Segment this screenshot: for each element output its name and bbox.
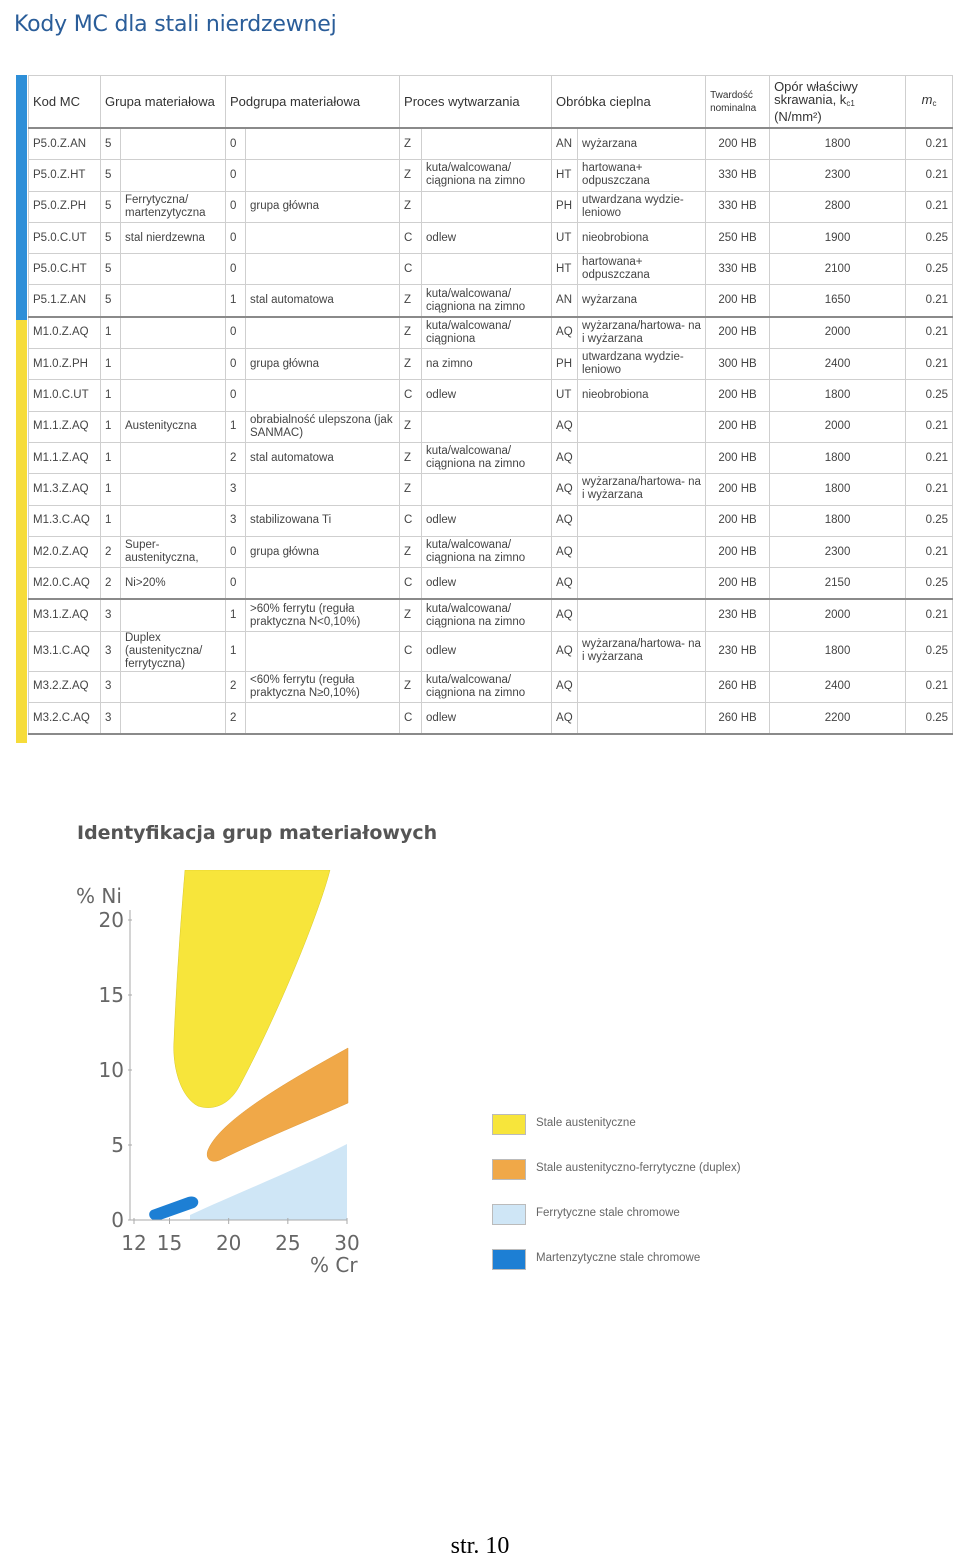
cell-heat: wyżarzana bbox=[578, 128, 706, 160]
cell-group-number: 1 bbox=[101, 442, 121, 473]
cell-mc: 0.21 bbox=[906, 160, 953, 191]
table-row bbox=[29, 536, 953, 567]
cell-heat bbox=[578, 505, 706, 536]
legend-label: Martenzytyczne stale chromowe bbox=[536, 1252, 701, 1264]
cell-subgroup bbox=[246, 703, 400, 735]
chart-svg bbox=[70, 870, 400, 1290]
cell-heat-code: AQ bbox=[552, 505, 578, 536]
cell-heat-code: AQ bbox=[552, 631, 578, 671]
cell-heat bbox=[578, 442, 706, 473]
cell-code: P5.0.C.HT bbox=[29, 254, 101, 285]
cell-subgroup-number: 2 bbox=[226, 671, 246, 702]
cell-subgroup-number: 0 bbox=[226, 254, 246, 285]
cell-mc: 0.21 bbox=[906, 191, 953, 222]
cell-mc: 0.25 bbox=[906, 254, 953, 285]
table-row bbox=[29, 254, 953, 285]
cell-code: P5.1.Z.AN bbox=[29, 285, 101, 317]
cell-code: P5.0.C.UT bbox=[29, 222, 101, 253]
header-kc-line2: skrawania, k bbox=[774, 92, 847, 107]
cell-process: kuta/walcowana/ ciągniona na zimno bbox=[422, 160, 552, 191]
cell-heat: utwardzana wydzie- leniowo bbox=[578, 191, 706, 222]
legend-item bbox=[492, 1202, 822, 1247]
header-mc-symbol: m bbox=[921, 92, 933, 107]
cell-kc: 1800 bbox=[770, 128, 906, 160]
cell-mc: 0.21 bbox=[906, 442, 953, 473]
cell-code: M1.1.Z.AQ bbox=[29, 411, 101, 442]
chart-legend bbox=[492, 1112, 822, 1292]
cell-process-code: Z bbox=[400, 317, 422, 349]
table-row bbox=[29, 505, 953, 536]
cell-group-number: 1 bbox=[101, 505, 121, 536]
cell-kc: 1650 bbox=[770, 285, 906, 317]
cell-code: P5.0.Z.AN bbox=[29, 128, 101, 160]
cell-subgroup-number: 0 bbox=[226, 222, 246, 253]
cell-process-code: Z bbox=[400, 442, 422, 473]
cell-hardness: 200 HB bbox=[706, 128, 770, 160]
cell-subgroup-number: 0 bbox=[226, 568, 246, 600]
cell-mc: 0.21 bbox=[906, 536, 953, 567]
cell-hardness: 200 HB bbox=[706, 568, 770, 600]
blue-group-bar bbox=[16, 75, 27, 320]
cell-heat bbox=[578, 411, 706, 442]
table-row bbox=[29, 222, 953, 253]
cell-kc: 1800 bbox=[770, 474, 906, 505]
cell-heat-code: AQ bbox=[552, 599, 578, 631]
legend-label: Ferrytyczne stale chromowe bbox=[536, 1207, 680, 1219]
cell-subgroup: grupa główna bbox=[246, 349, 400, 380]
table-row bbox=[29, 128, 953, 160]
cell-heat-code: AN bbox=[552, 128, 578, 160]
cell-subgroup bbox=[246, 160, 400, 191]
cell-kc: 1800 bbox=[770, 505, 906, 536]
legend-swatch bbox=[492, 1159, 526, 1180]
cell-process: odlew bbox=[422, 631, 552, 671]
cell-group bbox=[121, 380, 226, 411]
cell-subgroup bbox=[246, 474, 400, 505]
x-axis-label: % Cr bbox=[310, 1253, 358, 1277]
x-tick-labels bbox=[121, 1218, 359, 1255]
header-subgroup: Podgrupa materiałowa bbox=[226, 76, 400, 129]
cell-kc: 2400 bbox=[770, 349, 906, 380]
cell-heat bbox=[578, 568, 706, 600]
cell-hardness: 200 HB bbox=[706, 442, 770, 473]
cell-subgroup-number: 0 bbox=[226, 536, 246, 567]
cell-process-code: Z bbox=[400, 671, 422, 702]
cell-process bbox=[422, 411, 552, 442]
cell-hardness: 200 HB bbox=[706, 536, 770, 567]
cell-subgroup-number: 0 bbox=[226, 128, 246, 160]
cell-heat-code: HT bbox=[552, 254, 578, 285]
header-process: Proces wytwarzania bbox=[400, 76, 552, 129]
cell-group-number: 1 bbox=[101, 349, 121, 380]
cell-mc: 0.25 bbox=[906, 568, 953, 600]
cell-kc: 1800 bbox=[770, 442, 906, 473]
cell-subgroup-number: 3 bbox=[226, 505, 246, 536]
header-kc-sub: c1 bbox=[846, 99, 855, 108]
cell-group bbox=[121, 442, 226, 473]
cell-process: kuta/walcowana/ ciągniona na zimno bbox=[422, 671, 552, 702]
cell-mc: 0.25 bbox=[906, 505, 953, 536]
cell-group-number: 3 bbox=[101, 599, 121, 631]
header-kc bbox=[770, 76, 906, 129]
cell-code: M1.3.C.AQ bbox=[29, 505, 101, 536]
cell-group bbox=[121, 349, 226, 380]
cell-group bbox=[121, 254, 226, 285]
cell-hardness: 200 HB bbox=[706, 285, 770, 317]
cell-code: M2.0.C.AQ bbox=[29, 568, 101, 600]
cell-group-number: 5 bbox=[101, 254, 121, 285]
cell-process-code: Z bbox=[400, 160, 422, 191]
cell-hardness: 300 HB bbox=[706, 349, 770, 380]
header-group: Grupa materiałowa bbox=[101, 76, 226, 129]
cell-code: M3.2.Z.AQ bbox=[29, 671, 101, 702]
cell-hardness: 200 HB bbox=[706, 474, 770, 505]
cell-mc: 0.25 bbox=[906, 631, 953, 671]
cell-heat-code: UT bbox=[552, 222, 578, 253]
cell-group-number: 3 bbox=[101, 671, 121, 702]
cell-code: M1.0.C.UT bbox=[29, 380, 101, 411]
cell-process-code: C bbox=[400, 703, 422, 735]
cell-code: M3.1.C.AQ bbox=[29, 631, 101, 671]
legend-item bbox=[492, 1157, 822, 1202]
cell-subgroup: stal automatowa bbox=[246, 442, 400, 473]
cell-group: Super- austenityczna, bbox=[121, 536, 226, 567]
cell-kc: 2000 bbox=[770, 599, 906, 631]
cell-hardness: 330 HB bbox=[706, 254, 770, 285]
cell-code: M3.2.C.AQ bbox=[29, 703, 101, 735]
cell-heat: hartowana+ odpuszczana bbox=[578, 160, 706, 191]
cell-subgroup-number: 1 bbox=[226, 411, 246, 442]
cell-hardness: 200 HB bbox=[706, 380, 770, 411]
table-body bbox=[29, 128, 953, 734]
x-tick-label: 25 bbox=[275, 1231, 301, 1255]
cell-mc: 0.21 bbox=[906, 599, 953, 631]
cell-heat: wyżarzana/hartowa- na i wyżarzana bbox=[578, 474, 706, 505]
cell-heat-code: AQ bbox=[552, 317, 578, 349]
cell-mc: 0.25 bbox=[906, 222, 953, 253]
cell-mc: 0.21 bbox=[906, 474, 953, 505]
legend-label: Stale austenityczno-ferrytyczne (duplex) bbox=[536, 1162, 741, 1174]
cell-heat-code: AN bbox=[552, 285, 578, 317]
cell-group: stal nierdzewna bbox=[121, 222, 226, 253]
cell-heat-code: AQ bbox=[552, 442, 578, 473]
cell-subgroup: obrabialność ulepszona (jak SANMAC) bbox=[246, 411, 400, 442]
cell-group-number: 5 bbox=[101, 191, 121, 222]
cell-process-code: Z bbox=[400, 349, 422, 380]
cell-hardness: 260 HB bbox=[706, 671, 770, 702]
table-row bbox=[29, 599, 953, 631]
cell-group-number: 3 bbox=[101, 703, 121, 735]
cell-process-code: Z bbox=[400, 411, 422, 442]
header-mc-sub: c bbox=[932, 99, 937, 108]
cell-process: odlew bbox=[422, 505, 552, 536]
cell-heat: nieobrobiona bbox=[578, 380, 706, 411]
table-row bbox=[29, 411, 953, 442]
table-row bbox=[29, 703, 953, 735]
cell-group: Ferrytyczna/ martenzytyczna bbox=[121, 191, 226, 222]
cell-subgroup: grupa główna bbox=[246, 191, 400, 222]
cell-group bbox=[121, 128, 226, 160]
cell-process-code: C bbox=[400, 254, 422, 285]
header-hardness: Twardość nominalna bbox=[706, 76, 770, 129]
cell-process: kuta/walcowana/ ciągniona na zimno bbox=[422, 536, 552, 567]
cell-subgroup-number: 0 bbox=[226, 191, 246, 222]
cell-process bbox=[422, 128, 552, 160]
cell-kc: 2000 bbox=[770, 317, 906, 349]
cell-heat-code: AQ bbox=[552, 411, 578, 442]
cell-process-code: C bbox=[400, 631, 422, 671]
cell-mc: 0.21 bbox=[906, 411, 953, 442]
yellow-group-bar bbox=[16, 320, 27, 743]
cell-hardness: 200 HB bbox=[706, 411, 770, 442]
cell-heat bbox=[578, 599, 706, 631]
cell-process: odlew bbox=[422, 568, 552, 600]
table-row bbox=[29, 317, 953, 349]
cell-subgroup-number: 3 bbox=[226, 474, 246, 505]
cell-kc: 2000 bbox=[770, 411, 906, 442]
cell-subgroup: stabilizowana Ti bbox=[246, 505, 400, 536]
cell-group bbox=[121, 317, 226, 349]
cell-heat: wyżarzana/hartowa- na i wyżarzana bbox=[578, 317, 706, 349]
cell-kc: 2150 bbox=[770, 568, 906, 600]
page-title: Kody MC dla stali nierdzewnej bbox=[14, 12, 337, 37]
cell-heat: utwardzana wydzie- leniowo bbox=[578, 349, 706, 380]
cell-kc: 1800 bbox=[770, 631, 906, 671]
cell-hardness: 230 HB bbox=[706, 631, 770, 671]
table-row bbox=[29, 285, 953, 317]
cell-process: kuta/walcowana/ ciągniona na zimno bbox=[422, 285, 552, 317]
cell-subgroup: stal automatowa bbox=[246, 285, 400, 317]
cell-group: Duplex (austenityczna/ ferrytyczna) bbox=[121, 631, 226, 671]
cell-process: na zimno bbox=[422, 349, 552, 380]
cell-group-number: 1 bbox=[101, 474, 121, 505]
y-tick-label: 10 bbox=[98, 1058, 124, 1082]
cell-subgroup-number: 1 bbox=[226, 631, 246, 671]
cell-group bbox=[121, 599, 226, 631]
cell-code: M1.0.Z.PH bbox=[29, 349, 101, 380]
cell-heat-code: PH bbox=[552, 349, 578, 380]
header-code: Kod MC bbox=[29, 76, 101, 129]
table-row bbox=[29, 191, 953, 222]
section-title: Identyfikacja grup materiałowych bbox=[77, 822, 438, 844]
cell-group bbox=[121, 703, 226, 735]
cell-subgroup: >60% ferrytu (reguła praktyczna N<0,10%) bbox=[246, 599, 400, 631]
cell-heat-code: AQ bbox=[552, 703, 578, 735]
cell-hardness: 230 HB bbox=[706, 599, 770, 631]
cell-mc: 0.21 bbox=[906, 671, 953, 702]
table-row bbox=[29, 160, 953, 191]
cell-process-code: Z bbox=[400, 191, 422, 222]
header-heat: Obróbka cieplna bbox=[552, 76, 706, 129]
cell-heat: nieobrobiona bbox=[578, 222, 706, 253]
cell-process: odlew bbox=[422, 222, 552, 253]
y-tick-label: 0 bbox=[111, 1208, 124, 1232]
cell-heat-code: AQ bbox=[552, 536, 578, 567]
y-tick-label: 20 bbox=[98, 908, 124, 932]
cell-hardness: 260 HB bbox=[706, 703, 770, 735]
y-tick-label: 5 bbox=[111, 1133, 124, 1157]
legend-item bbox=[492, 1247, 822, 1292]
y-tick-label: 15 bbox=[98, 983, 124, 1007]
cell-subgroup-number: 0 bbox=[226, 349, 246, 380]
cell-subgroup bbox=[246, 568, 400, 600]
cell-subgroup-number: 1 bbox=[226, 285, 246, 317]
cell-process: odlew bbox=[422, 380, 552, 411]
cell-kc: 1900 bbox=[770, 222, 906, 253]
x-tick-label: 12 bbox=[121, 1231, 147, 1255]
cell-hardness: 200 HB bbox=[706, 505, 770, 536]
cell-group bbox=[121, 160, 226, 191]
table-row bbox=[29, 442, 953, 473]
cell-group bbox=[121, 285, 226, 317]
cell-kc: 2200 bbox=[770, 703, 906, 735]
cell-group bbox=[121, 505, 226, 536]
cell-mc: 0.25 bbox=[906, 703, 953, 735]
cell-process-code: C bbox=[400, 380, 422, 411]
cell-group bbox=[121, 671, 226, 702]
cell-group bbox=[121, 474, 226, 505]
cell-heat-code: AQ bbox=[552, 568, 578, 600]
cell-mc: 0.21 bbox=[906, 128, 953, 160]
cell-group-number: 1 bbox=[101, 380, 121, 411]
cell-group-number: 1 bbox=[101, 317, 121, 349]
cell-heat-code: PH bbox=[552, 191, 578, 222]
table-row bbox=[29, 631, 953, 671]
y-axis-label: % Ni bbox=[76, 884, 122, 908]
table-row bbox=[29, 474, 953, 505]
cell-mc: 0.21 bbox=[906, 349, 953, 380]
cell-subgroup bbox=[246, 631, 400, 671]
cell-heat-code: UT bbox=[552, 380, 578, 411]
cell-kc: 2800 bbox=[770, 191, 906, 222]
cell-process-code: Z bbox=[400, 536, 422, 567]
cell-process-code: Z bbox=[400, 128, 422, 160]
cell-heat bbox=[578, 671, 706, 702]
cell-group: Ni>20% bbox=[121, 568, 226, 600]
cell-kc: 2300 bbox=[770, 160, 906, 191]
cell-subgroup-number: 2 bbox=[226, 703, 246, 735]
cell-process-code: C bbox=[400, 505, 422, 536]
cell-code: M2.0.Z.AQ bbox=[29, 536, 101, 567]
cell-process bbox=[422, 254, 552, 285]
cell-subgroup-number: 0 bbox=[226, 380, 246, 411]
table-row bbox=[29, 349, 953, 380]
legend-swatch bbox=[492, 1204, 526, 1225]
cell-process: kuta/walcowana/ ciągniona na zimno bbox=[422, 599, 552, 631]
cell-hardness: 330 HB bbox=[706, 191, 770, 222]
cell-subgroup-number: 1 bbox=[226, 599, 246, 631]
cell-subgroup bbox=[246, 222, 400, 253]
table-header-row bbox=[29, 76, 953, 129]
cell-subgroup-number: 0 bbox=[226, 317, 246, 349]
cell-heat-code: AQ bbox=[552, 671, 578, 702]
page-number: str. 10 bbox=[450, 1533, 510, 1559]
cell-heat-code: HT bbox=[552, 160, 578, 191]
cell-subgroup: grupa główna bbox=[246, 536, 400, 567]
cell-subgroup bbox=[246, 254, 400, 285]
cell-process-code: C bbox=[400, 568, 422, 600]
cell-kc: 1800 bbox=[770, 380, 906, 411]
cell-group-number: 5 bbox=[101, 128, 121, 160]
legend-item bbox=[492, 1112, 822, 1157]
cell-process-code: Z bbox=[400, 599, 422, 631]
cell-code: M1.3.Z.AQ bbox=[29, 474, 101, 505]
cell-hardness: 250 HB bbox=[706, 222, 770, 253]
cell-group-number: 5 bbox=[101, 222, 121, 253]
cell-heat: wyżarzana bbox=[578, 285, 706, 317]
y-tick-labels bbox=[99, 908, 132, 1232]
cell-process bbox=[422, 191, 552, 222]
cell-heat: wyżarzana/hartowa- na i wyżarzana bbox=[578, 631, 706, 671]
cell-subgroup bbox=[246, 380, 400, 411]
cell-mc: 0.21 bbox=[906, 317, 953, 349]
table-row bbox=[29, 380, 953, 411]
cell-group-number: 1 bbox=[101, 411, 121, 442]
cell-heat-code: AQ bbox=[552, 474, 578, 505]
x-tick-label: 15 bbox=[156, 1231, 183, 1255]
cell-group-number: 5 bbox=[101, 160, 121, 191]
cell-subgroup-number: 0 bbox=[226, 160, 246, 191]
cell-code: M3.1.Z.AQ bbox=[29, 599, 101, 631]
cell-heat bbox=[578, 703, 706, 735]
cell-process: odlew bbox=[422, 703, 552, 735]
cell-process: kuta/walcowana/ ciągniona bbox=[422, 317, 552, 349]
cell-process-code: Z bbox=[400, 285, 422, 317]
cell-subgroup: <60% ferrytu (reguła praktyczna N≥0,10%) bbox=[246, 671, 400, 702]
header-mc bbox=[906, 76, 953, 129]
material-group-chart bbox=[70, 870, 400, 1290]
cell-process bbox=[422, 474, 552, 505]
cell-heat bbox=[578, 536, 706, 567]
cell-group-number: 2 bbox=[101, 568, 121, 600]
table-row bbox=[29, 568, 953, 600]
cell-group-number: 5 bbox=[101, 285, 121, 317]
cell-hardness: 330 HB bbox=[706, 160, 770, 191]
header-kc-line3: (N/mm²) bbox=[774, 109, 822, 124]
cell-heat: hartowana+ odpuszczana bbox=[578, 254, 706, 285]
legend-swatch bbox=[492, 1249, 526, 1270]
cell-mc: 0.25 bbox=[906, 380, 953, 411]
x-tick-label: 20 bbox=[215, 1231, 242, 1255]
cell-process-code: Z bbox=[400, 474, 422, 505]
table-row bbox=[29, 671, 953, 702]
cell-kc: 2100 bbox=[770, 254, 906, 285]
cell-hardness: 200 HB bbox=[706, 317, 770, 349]
cell-process: kuta/walcowana/ ciągniona na zimno bbox=[422, 442, 552, 473]
cell-mc: 0.21 bbox=[906, 285, 953, 317]
cell-kc: 2300 bbox=[770, 536, 906, 567]
cell-kc: 2400 bbox=[770, 671, 906, 702]
cell-code: P5.0.Z.HT bbox=[29, 160, 101, 191]
cell-subgroup bbox=[246, 128, 400, 160]
cell-process-code: C bbox=[400, 222, 422, 253]
cell-subgroup bbox=[246, 317, 400, 349]
x-tick-label: 30 bbox=[334, 1231, 360, 1255]
cell-group-number: 3 bbox=[101, 631, 121, 671]
cell-group: Austenityczna bbox=[121, 411, 226, 442]
legend-label: Stale austenityczne bbox=[536, 1117, 636, 1129]
cell-subgroup-number: 2 bbox=[226, 442, 246, 473]
cell-code: M1.1.Z.AQ bbox=[29, 442, 101, 473]
legend-swatch bbox=[492, 1114, 526, 1135]
cell-group-number: 2 bbox=[101, 536, 121, 567]
cell-code: P5.0.Z.PH bbox=[29, 191, 101, 222]
cell-code: M1.0.Z.AQ bbox=[29, 317, 101, 349]
header-kc-line1: Opór właściwy bbox=[774, 79, 858, 94]
